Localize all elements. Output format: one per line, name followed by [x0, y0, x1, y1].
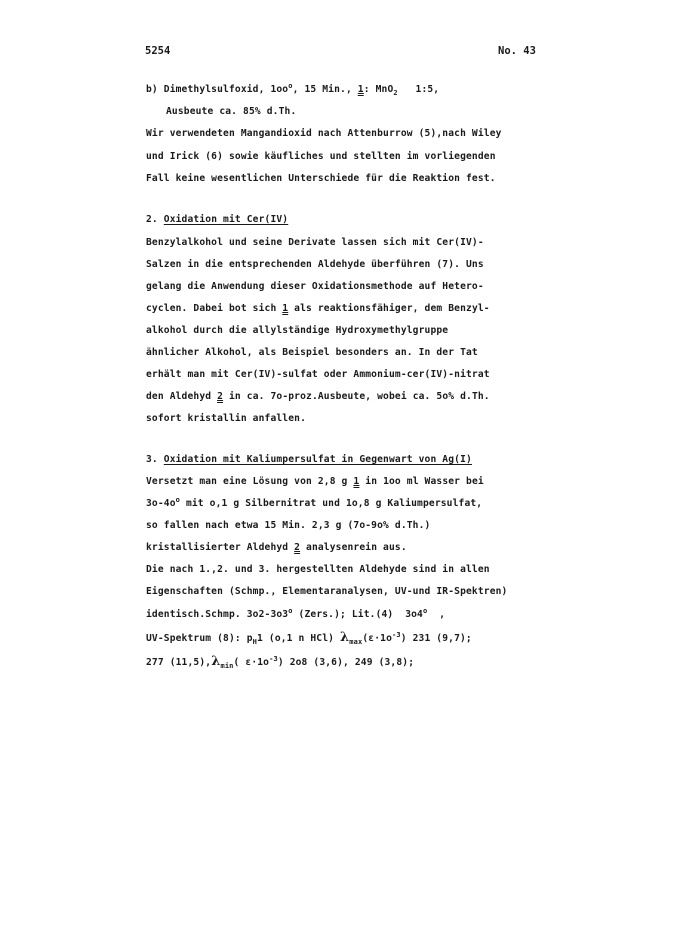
text-line: erhält man mit Cer(IV)-sulfat oder Ammonium-cer(IV)-nitrat — [146, 369, 490, 380]
lambda-symbol: λ — [340, 630, 350, 645]
uv-spectrum-line: UV-Spektrum (8): $p_H1$ (o,1 n HCl) $\lambda_{max}(\varepsilon\cdot 1o^{-3})$ 231 (9,7); — [146, 630, 472, 646]
page-number: 5254 — [145, 45, 171, 57]
text-line: Eigenschaften (Schmp., Elementaranalysen, UV-und IR-Spektren) — [146, 586, 508, 597]
item-b-line: b) Dimethylsulfoxid, $1oo^o$, 15 Min., 1: MnO$_2$ 1:5, — [146, 82, 440, 97]
uv-spectrum-line: 277 $(11,5),\lambda_{min}$( $\varepsilon\cdot 1o^{-3}$) 2o8 (3,6), 249 (3,8); — [146, 654, 415, 670]
text-line: kristallisierter Aldehyd 2 analysenrein aus. — [146, 542, 407, 553]
section-3-heading: 3. Oxidation mit Kaliumpersulfat in Gegenwart von Ag(I) — [146, 454, 472, 465]
text-line: ähnlicher Alkohol, als Beispiel besonders an. In der Tat — [146, 347, 478, 358]
item-b-yield: Ausbeute ca. 85% d.Th. — [166, 106, 297, 117]
text-line: alkohol durch die allylständige Hydroxymethylgruppe — [146, 325, 449, 336]
text-line: Versetzt man eine Lösung von 2,8 g 1 in 1oo ml Wasser bei — [146, 476, 484, 487]
text-line: Benzylalkohol und seine Derivate lassen sich mit Cer(IV)- — [146, 237, 484, 248]
text-line: Fall keine wesentlichen Unterschiede für die Reaktion fest. — [146, 173, 496, 184]
text-line: so fallen nach etwa 15 Min. 2,3 g (7o-9o% d.Th.) — [146, 520, 431, 531]
lambda-symbol: λ — [211, 654, 221, 669]
section-2-heading: 2. Oxidation mit Cer(IV) — [146, 214, 289, 225]
text-line: und Irick (6) sowie käufliches und stellten im vorliegenden — [146, 151, 496, 162]
issue-number: No. 43 — [498, 45, 536, 57]
text-line: cyclen. Dabei bot sich 1 als reaktionsfähiger, dem Benzyl- — [146, 303, 490, 314]
text-line: Die nach 1.,2. und 3. hergestellten Aldehyde sind in allen — [146, 564, 490, 575]
text-line: den Aldehyd 2 in ca. 7o-proz.Ausbeute, wobei ca. 5o% d.Th. — [146, 391, 490, 402]
text-line: Salzen in die entsprechenden Aldehyde überführen (7). Uns — [146, 259, 484, 270]
text-line: identisch.Schmp. 3o2-3o3$^o$ (Zers.); Lit.(4) 3o4$^o$ , — [146, 607, 446, 620]
text-line: gelang die Anwendung dieser Oxidationsmethode auf Hetero- — [146, 281, 484, 292]
text-line: $3o-4o^o$ mit o,1 g Silbernitrat und 1o,8 g Kaliumpersulfat, — [146, 496, 483, 509]
text-line: Wir verwendeten Mangandioxid nach Attenburrow (5),nach Wiley — [146, 128, 502, 139]
text-line: sofort kristallin anfallen. — [146, 413, 306, 424]
